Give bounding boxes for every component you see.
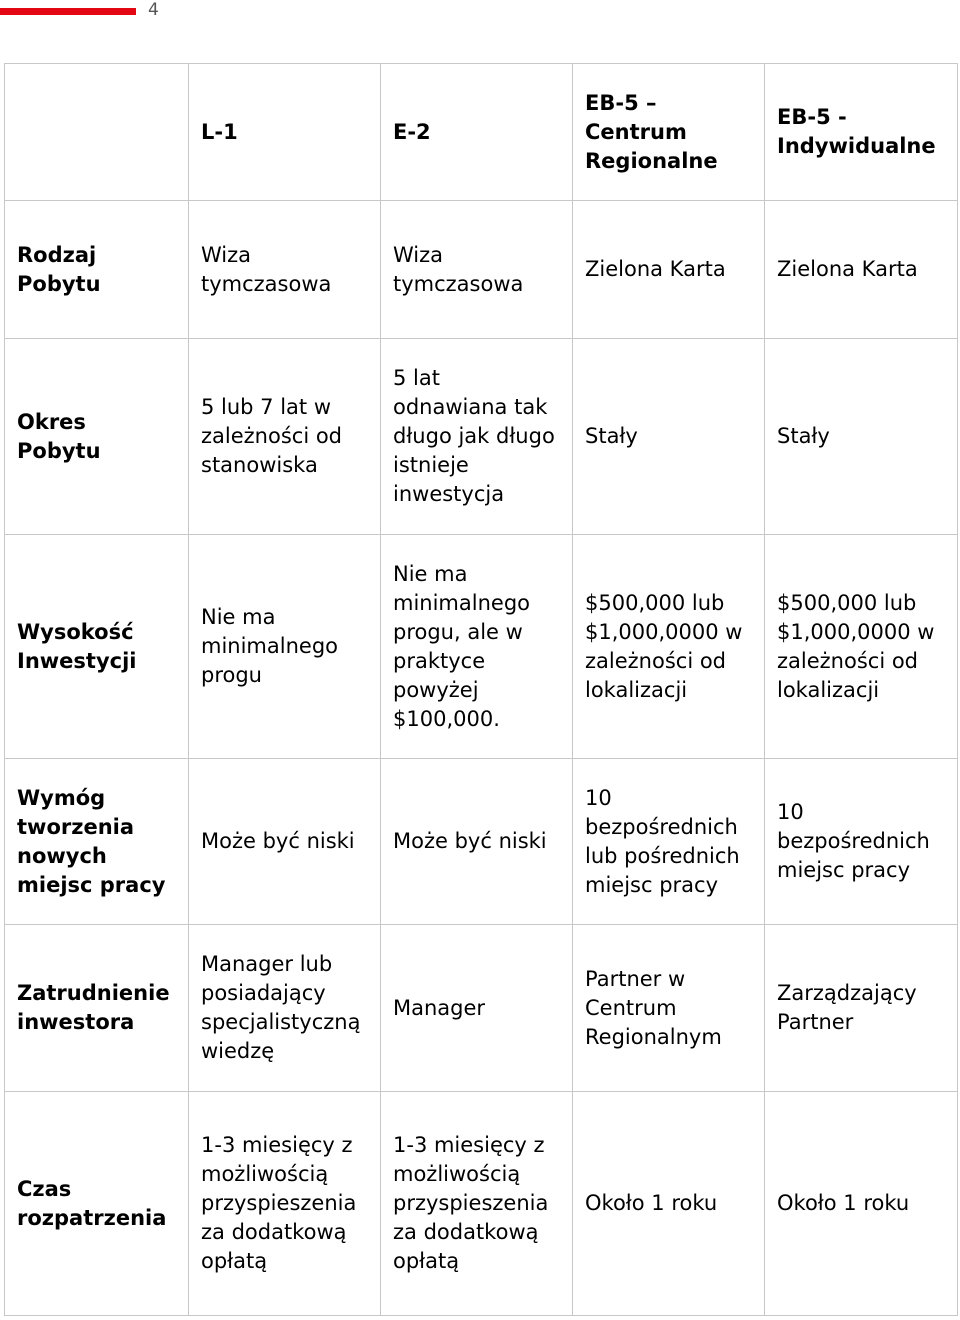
table-cell: Może być niski [189, 759, 381, 925]
header-cell-eb5-individual: EB-5 - Indywidualne [765, 64, 958, 201]
table-row [5, 925, 958, 1092]
table-cell: Może być niski [381, 759, 573, 925]
visa-comparison-table [4, 63, 958, 1316]
table-cell: Zarządzający Partner [765, 925, 958, 1092]
table-cell: Wiza tymczasowa [189, 201, 381, 339]
header-cell-e2: E-2 [381, 64, 573, 201]
table-cell: 1-3 miesięcy z możliwością przyspieszenia za dodatkową opłatą [189, 1092, 381, 1316]
table-cell: Wiza tymczasowa [381, 201, 573, 339]
table-cell: Nie ma minimalnego progu [189, 535, 381, 759]
row-label: Wysokość Inwestycji [5, 535, 189, 759]
table-header-row [5, 64, 958, 201]
row-label: Wymóg tworzenia nowych miejsc pracy [5, 759, 189, 925]
header-cell-eb5-regional: EB-5 – Centrum Regionalne [573, 64, 765, 201]
row-label: Rodzaj Pobytu [5, 201, 189, 339]
table-cell: Zielona Karta [573, 201, 765, 339]
table-row [5, 759, 958, 925]
header-cell-empty [5, 64, 189, 201]
table-cell: Około 1 roku [765, 1092, 958, 1316]
table-row [5, 339, 958, 535]
table-cell: $500,000 lub $1,000,0000 w zależności od lokalizacji [573, 535, 765, 759]
table-cell: 10 bezpośrednich lub pośrednich miejsc pracy [573, 759, 765, 925]
table-cell: 5 lat odnawiana tak długo jak długo istnieje inwestycja [381, 339, 573, 535]
table-cell: Manager [381, 925, 573, 1092]
header-cell-l1: L-1 [189, 64, 381, 201]
top-accent-bar [0, 8, 136, 15]
table-cell: 5 lub 7 lat w zależności od stanowiska [189, 339, 381, 535]
table-cell: $500,000 lub $1,000,0000 w zależności od lokalizacji [765, 535, 958, 759]
row-label: Zatrudnienie inwestora [5, 925, 189, 1092]
row-label: Okres Pobytu [5, 339, 189, 535]
table-cell: Stały [573, 339, 765, 535]
table-cell: Manager lub posiadający specjalistyczną wiedzę [189, 925, 381, 1092]
table-cell: Partner w Centrum Regionalnym [573, 925, 765, 1092]
table-cell: Nie ma minimalnego progu, ale w praktyce powyżej $100,000. [381, 535, 573, 759]
table-row [5, 1092, 958, 1316]
table-cell: Stały [765, 339, 958, 535]
page-number: 4 [148, 0, 159, 20]
table-cell: 1-3 miesięcy z możliwością przyspieszenia za dodatkową opłatą [381, 1092, 573, 1316]
table-cell: Zielona Karta [765, 201, 958, 339]
table-row [5, 201, 958, 339]
table-cell: Około 1 roku [573, 1092, 765, 1316]
table-cell: 10 bezpośrednich miejsc pracy [765, 759, 958, 925]
row-label: Czas rozpatrzenia [5, 1092, 189, 1316]
table-row [5, 535, 958, 759]
